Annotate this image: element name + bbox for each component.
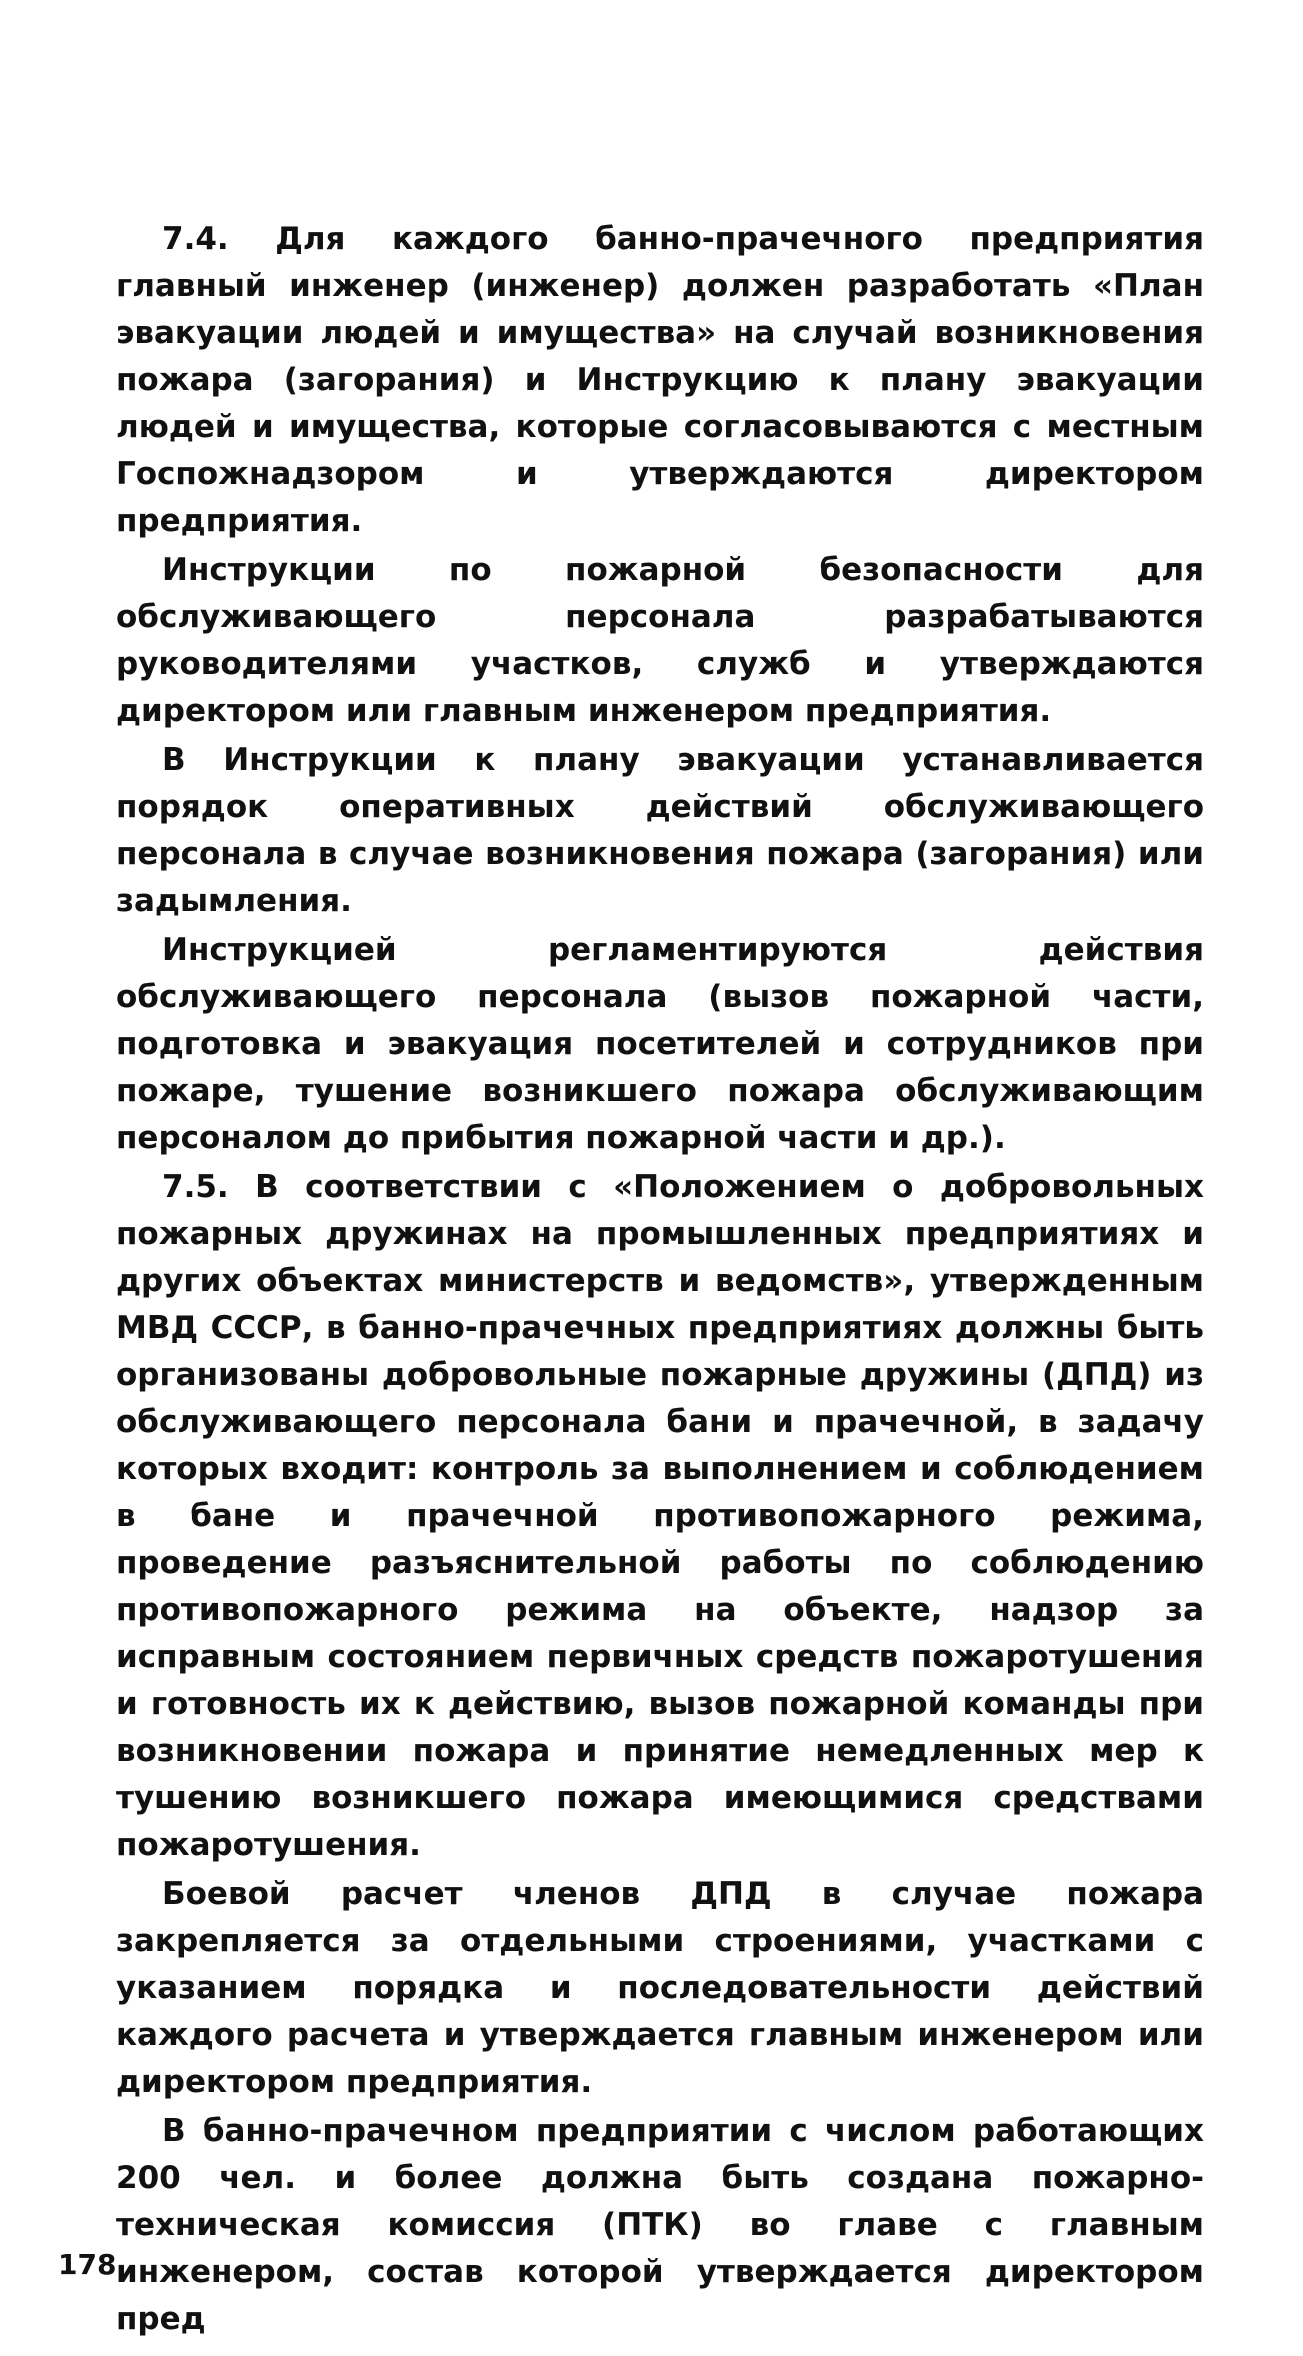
paragraph-text: В Инструкции к плану эвакуации устанавливается порядок оперативных действий обслуживающего персонала в случае возникновения пожара (загорания) или задымления. [116,742,1204,919]
paragraph-7-4 [116,216,1204,545]
paragraph-text: 7.5. В соответствии с «Положением о добровольных пожарных дружинах на промышленных предприятиях и других объектах министерств и ведомств», утвержденным МВД СССР, в банно-прачечных предприятиях должны быть организованы добровольные пожарные дружины (ДПД) из обслуживающего персонала бани и прачечной, в задачу которых входит: контроль за выполнением и соблюдением в бане и прачечной противопожарного режима, проведение разъяснительной работы по соблюдению противопожарного режима на объекте, надзор за исправным состоянием первичных средств пожаротушения и готовность их к действию, вызов пожарной команды при возникновении пожара и принятие немедленных мер к тушению возникшего пожара имеющимися средствами пожаротушения. [116,1169,1204,1863]
paragraph-text: Инструкции по пожарной безопасности для обслуживающего персонала разрабатываются руководителями участков, служб и утверждаются директором или главным инженером предприятия. [116,552,1204,729]
paragraph-text: 7.4. Для каждого банно-прачечного предприятия главный инженер (инженер) должен разработать «План эвакуации людей и имущества» на случай возникновения пожара (загорания) и Инструкцию к плану эвакуации людей и имущества, которые согласовываются с местным Госпожнадзором и утверждаются директором предприятия. [116,221,1204,539]
paragraph-evacuation-instruction [116,737,1204,925]
paragraph-7-5 [116,1164,1204,1869]
page-text-column [116,216,1204,2343]
paragraph-fire-safety-instructions [116,547,1204,735]
paragraph-instruction-regulates [116,927,1204,1162]
page-number: 178 [58,2248,117,2281]
paragraph-ptk [116,2108,1204,2343]
paragraph-text: В банно-прачечном предприятии с числом работающих 200 чел. и более должна быть создана пожарно-техническая комиссия (ПТК) во главе с главным инженером, состав которой утверждается директором пред [116,2113,1204,2337]
paragraph-text: Инструкцией регламентируются действия обслуживающего персонала (вызов пожарной части, подготовка и эвакуация посетителей и сотрудников при пожаре, тушение возникшего пожара обслуживающим персоналом до прибытия пожарной части и др.). [116,932,1204,1156]
paragraph-text: Боевой расчет членов ДПД в случае пожара закрепляется за отдельными строениями, участками с указанием порядка и последовательности действий каждого расчета и утверждается главным инженером или директором предприятия. [116,1876,1204,2100]
paragraph-combat-calculation [116,1871,1204,2106]
